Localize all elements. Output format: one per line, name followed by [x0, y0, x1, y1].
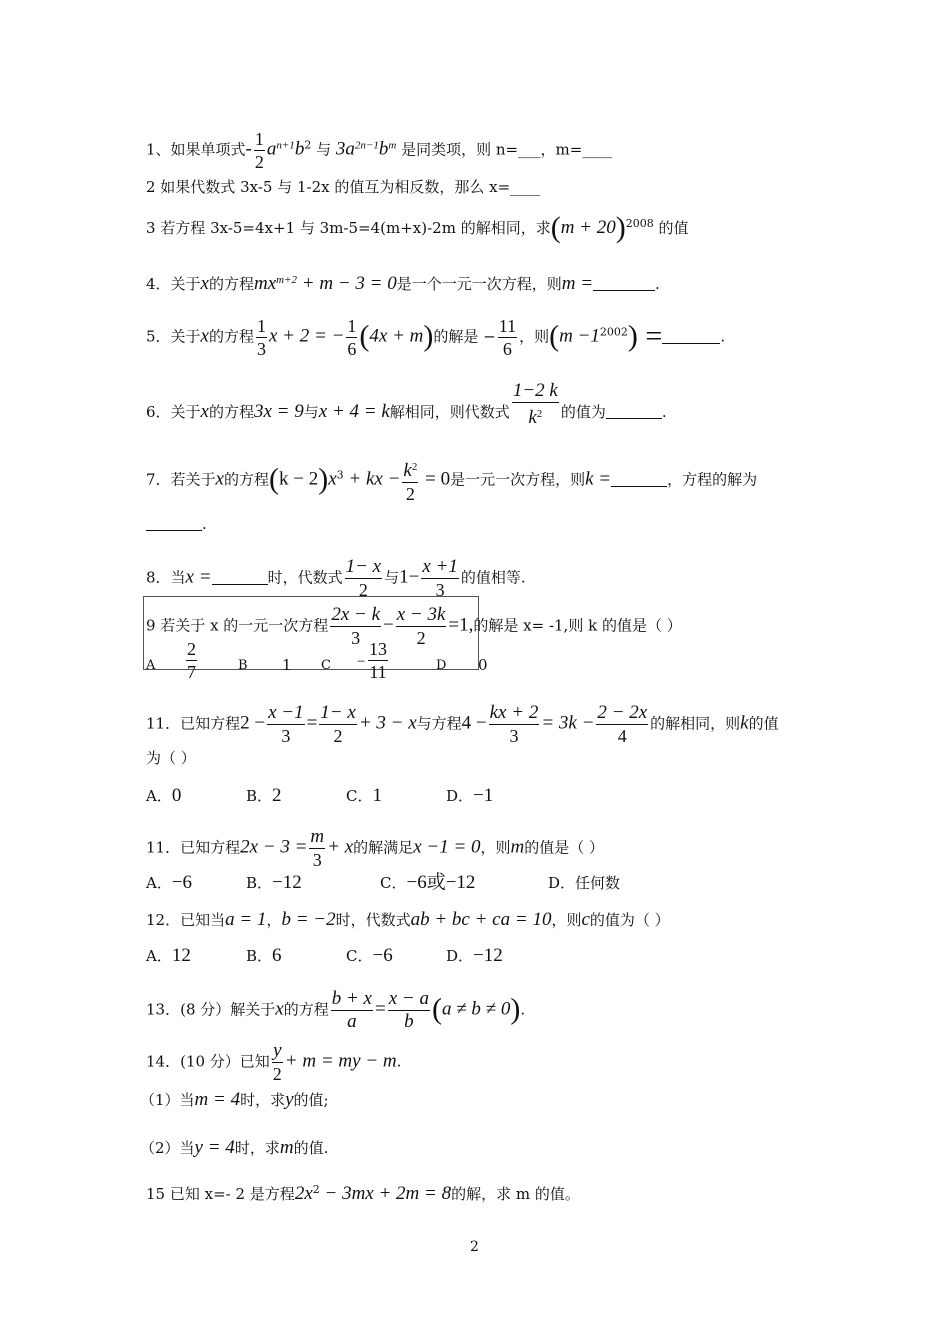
question-11b-options	[146, 873, 648, 893]
q11a-option-b[interactable]: B．2	[246, 785, 282, 806]
question-11b: 11．已知方程2x − 3 = $\frac{m}{3}$ + x的解满足x −1 = 0，则m的值是（ ）	[146, 826, 605, 870]
q1-sign: -	[245, 138, 252, 160]
question-9: 9 若关于 x 的一元一次方程 $\frac{2x - k}{3}$ − $\frac{x - 3k}{2}$ =1,的解是 x= -1,则 k 的值是（ ）	[146, 604, 682, 648]
q8-blank[interactable]	[212, 570, 268, 585]
q3-text: 3 若方程 3x-5=4x+1 与 3m-5=4(m+x)-2m 的解相同，求	[146, 219, 551, 237]
question-5: 5．关于x的方程 $\frac{1}{3}$ x + 2 = − $\frac{1}{6}$ (4x + m)的解是 − $\frac{11}{6}$ ，则$(m -1^{2002})$ = .	[146, 316, 726, 359]
question-1: 1、如果单项式- $\frac{1}{2}$ $a^{n+1}b^2$ 与 $3a^{2n-1}b^m$ 是同类项，则 n=___，m=____	[146, 129, 613, 172]
question-3: 3 若方程 3x-5=4x+1 与 3m-5=4(m+x)-2m 的解相同，求$(m + 20)^{2008}$ 的值	[146, 211, 689, 244]
question-12-options	[146, 946, 546, 966]
question-7-cont: .	[146, 514, 207, 534]
q1-term2: 3a	[335, 138, 355, 160]
q3-tail: 的值	[658, 219, 689, 237]
q11a-option-c[interactable]: C．1	[346, 785, 382, 806]
question-11a: 11．已知方程2 − $\frac{x -1}{3}$ = $\frac{1- x}{2}$ + 3 − x与方程4 − $\frac{kx + 2}{3}$ = 3k − $\frac{2 - 2x}{4}$ 的解相同，则k的值	[146, 702, 779, 746]
q4-blank[interactable]	[593, 276, 655, 291]
q11b-option-b[interactable]: B．−12	[246, 872, 302, 893]
question-15: 15 已知 x=- 2 是方程$2x^2 - 3mx + 2m = 8$的解，求 m 的值。	[146, 1183, 580, 1204]
question-11a-options	[146, 786, 546, 806]
question-14: 14．(10 分）已知 $\frac{y}{2}$ + m = my − m.	[146, 1040, 402, 1084]
q9-option-a-value: 2 7	[187, 639, 196, 682]
q9-option-a-label[interactable]: A	[146, 658, 156, 673]
q11b-option-d[interactable]: D．任何数	[548, 874, 621, 892]
q1-fraction: $\frac{1}{2}$	[254, 129, 264, 172]
question-2: 2 如果代数式 3x-5 与 1-2x 的值互为相反数，那么 x=____	[146, 178, 541, 196]
question-8: 8．当x = 时，代数式 $\frac{1- x}{2}$ 与1− $\frac{x +1}{3}$ 的值相等.	[146, 556, 526, 600]
q5-blank[interactable]	[662, 329, 720, 344]
question-11a-cont: 为（ ）	[146, 749, 196, 767]
q1-mid: 与	[316, 140, 332, 159]
q6-blank[interactable]	[606, 404, 662, 419]
page-number: 2	[470, 1239, 479, 1255]
q1-term1: a	[266, 138, 277, 160]
q3-expr: m + 20	[560, 217, 616, 238]
q11b-option-a[interactable]: A．−6	[146, 872, 193, 893]
q9-option-b-value: 1	[282, 656, 292, 674]
q4-expr: mx	[254, 273, 277, 294]
q12-option-c[interactable]: C．−6	[346, 945, 393, 966]
q12-option-b[interactable]: B．6	[246, 945, 282, 966]
q12-option-a[interactable]: A．12	[146, 945, 191, 966]
question-14-part-2: （2）当y = 4时，求m的值.	[140, 1137, 329, 1158]
q11a-option-a[interactable]: A．0	[146, 785, 182, 806]
q7-blank-k[interactable]	[611, 472, 667, 487]
question-7: 7．若关于x的方程$(k - 2)x^3$ + kx − $\frac{k^2}{2}$ = 0是一元一次方程，则k = ，方程的解为	[146, 456, 757, 505]
q9-option-b-label[interactable]: B	[238, 658, 248, 673]
q9-option-d-label[interactable]: D	[436, 658, 447, 673]
question-12: 12．已知当a = 1，b = −2时，代数式ab + bc + ca = 10，则c的值为（ ）	[146, 909, 670, 930]
q9-option-c-label[interactable]: C	[321, 658, 331, 673]
question-6: 6．关于x的方程3x = 9与x + 4 = k解相同，则代数式 $\frac{1-2 k}{k^2}$ 的值为 .	[146, 380, 667, 428]
q11b-option-c[interactable]: C．−6或−12	[380, 872, 476, 893]
q1-tail: 是同类项，则 n=___，m=____	[401, 140, 613, 159]
q9-option-c-sign: −	[357, 654, 366, 670]
question-13: 13．(8 分）解关于x的方程 $\frac{b + x}{a}$ = $\frac{x - a}{b}$ (a ≠ b ≠ 0).	[146, 988, 526, 1032]
q12-option-d[interactable]: D．−12	[446, 945, 503, 966]
question-14-part-1: （1）当m = 4时，求y的值;	[140, 1089, 329, 1110]
q1-label: 1、如果单项式	[146, 140, 246, 159]
q7-blank-solution[interactable]	[146, 516, 202, 531]
q11a-option-d[interactable]: D．−1	[446, 785, 494, 806]
q9-option-c-value: 13 11	[369, 639, 387, 682]
q9-option-d-value: 0	[478, 656, 488, 674]
question-4: 4．关于x的方程$mx^{m+2} + m - 3 = 0$是一个一元一次方程，则m = .	[146, 273, 660, 294]
